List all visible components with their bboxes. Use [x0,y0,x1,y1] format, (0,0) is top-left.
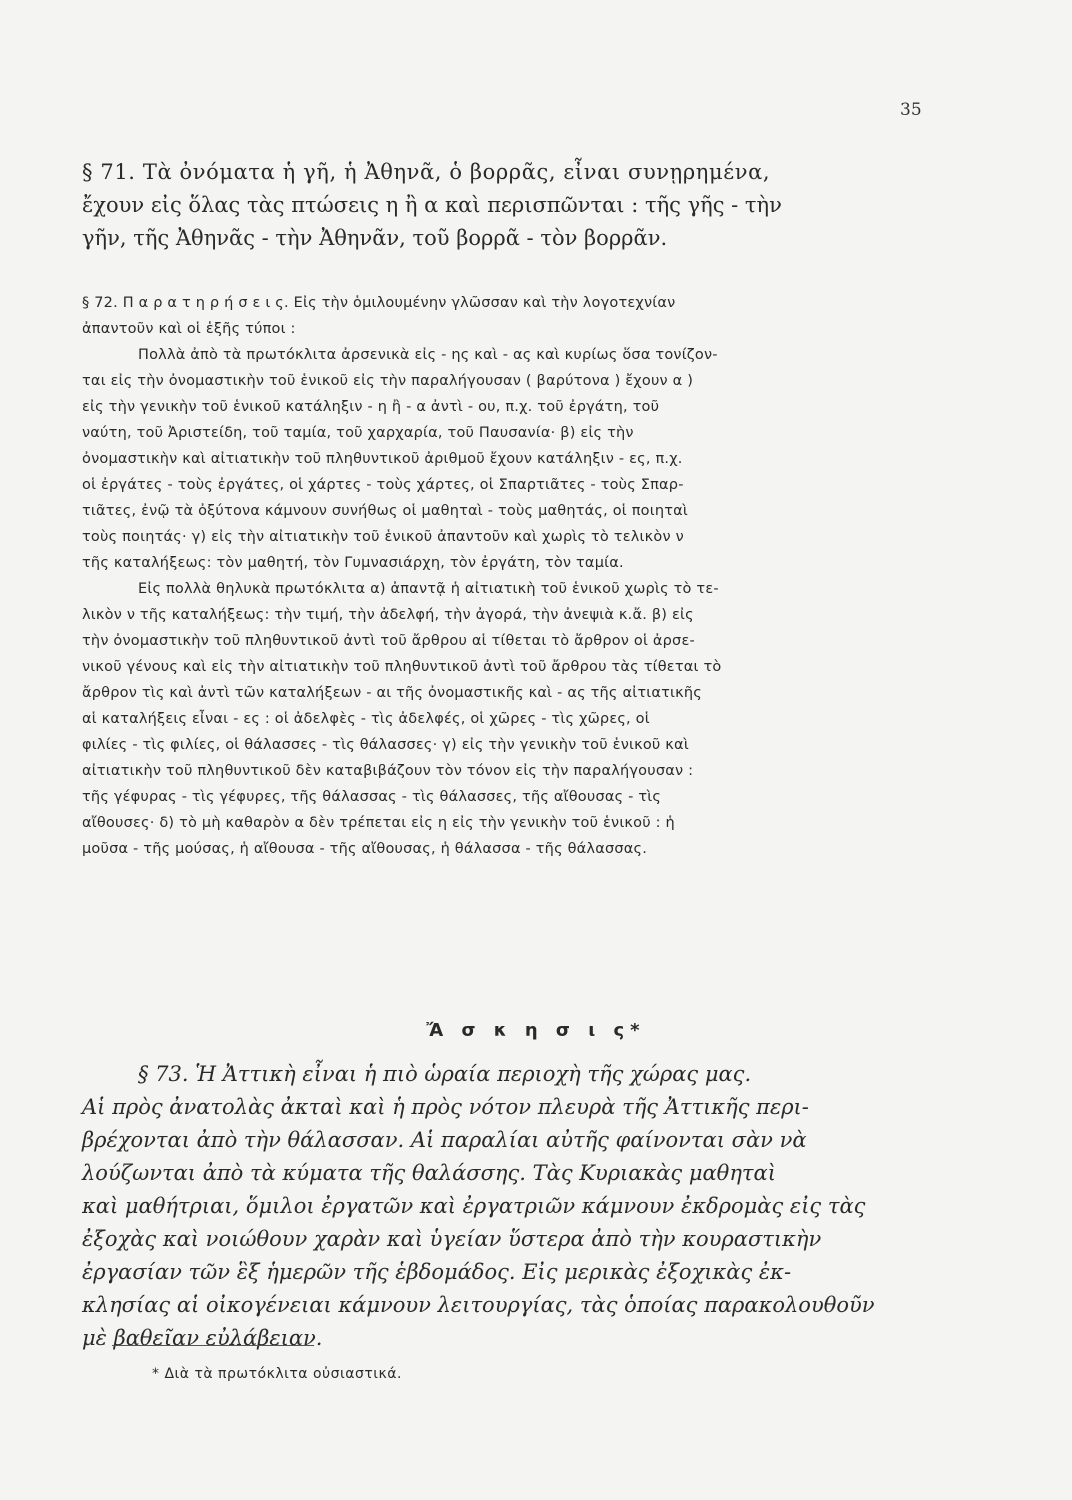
text-line: ἐξοχὰς καὶ νοιώθουν χαρὰν καὶ ὑγείαν ὕστερα ἀπὸ τὴν κουραστικὴν [82,1227,822,1251]
text-line: τὴν ὀνομαστικὴν τοῦ πληθυντικοῦ ἀντὶ τοῦ ἄρθρου αἱ τίθεται τὸ ἄρθρον οἱ ἀρσε- [82,633,695,649]
footnote-divider [112,1345,314,1346]
text-line: ται εἰς τὴν ὀνομαστικὴν τοῦ ἑνικοῦ εἰς τὴν παραλήγουσαν ( βαρύτονα ) ἔχουν α ) [82,373,694,389]
section-73-paragraph [82,1058,922,1355]
text-line: τιᾶτες, ἐνῷ τὰ ὀξύτονα κάμνουν συνήθως οἱ μαθηταὶ - τοὺς μαθητάς, οἱ ποιηταὶ [82,503,689,519]
page-number: 35 [900,100,922,120]
text-line: ναύτη, τοῦ Ἀριστείδη, τοῦ ταμία, τοῦ χαρχαρία, τοῦ Παυσανία· β) εἰς τὴν [82,425,634,441]
text-line: φιλίες - τὶς φιλίες, οἱ θάλασσες - τὶς θάλασσες· γ) εἰς τὴν γενικὴν τοῦ ἑνικοῦ καὶ [82,737,689,753]
text-line: τοὺς ποιητάς· γ) εἰς τὴν αἰτιατικὴν τοῦ ἑνικοῦ ἀπαντοῦν καὶ χωρὶς τὸ τελικὸν ν [82,529,684,545]
text-line: αἰτιατικὴν τοῦ πληθυντικοῦ δὲν καταβιβάζουν τὸν τόνον εἰς τὴν παραλήγουσαν : [82,763,694,779]
text-line: εἰς τὴν γενικὴν τοῦ ἑνικοῦ κατάληξιν - η ἢ - α ἀντὶ - ου, π.χ. τοῦ ἐργάτη, τοῦ [82,399,660,415]
text-line: § 72. Π α ρ α τ η ρ ή σ ε ι ς. Εἰς τὴν ὁμιλουμένην γλῶσσαν καὶ τὴν λογοτεχνίαν [82,295,676,311]
text-line: τῆς καταλήξεως: τὸν μαθητή, τὸν Γυμνασιάρχη, τὸν ἐργάτη, τὸν ταμία. [82,555,624,571]
text-line: κλησίας αἱ οἰκογένειαι κάμνουν λειτουργίας, τὰς ὁποίας παρακολουθοῦν [82,1293,875,1317]
text-line: § 73. Ἡ Ἀττικὴ εἶναι ἡ πιὸ ὡραία περιοχὴ τῆς χώρας μας. [138,1062,752,1086]
text-line: αἱ καταλήξεις εἶναι - ες : οἱ ἀδελφὲς - τὶς ἀδελφές, οἱ χῶρες - τὶς χῶρες, οἱ [82,711,650,727]
text-line: καὶ μαθήτριαι, ὅμιλοι ἐργατῶν καὶ ἐργατριῶν κάμνουν ἐκδρομὰς εἰς τὰς [82,1194,866,1218]
exercise-heading: Ἄ σ κ η σ ι ς* [426,1020,646,1041]
text-line: ἔχουν εἰς ὅλας τὰς πτώσεις η ἢ α καὶ περισπῶνται : τῆς γῆς - τὴν [82,193,782,217]
text-line: λικὸν ν τῆς καταλήξεως: τὴν τιμή, τὴν ἀδελφή, τὴν ἀγορά, τὴν ἀνεψιὰ κ.ἄ. β) εἰς [82,607,694,623]
text-line: ἀπαντοῦν καὶ οἱ ἑξῆς τύποι : [82,321,296,337]
footnote: * Διὰ τὰ πρωτόκλιτα οὐσιαστικά. [152,1366,402,1382]
text-line: αἴθουσες· δ) τὸ μὴ καθαρὸν α δὲν τρέπεται εἰς η εἰς τὴν γενικὴν τοῦ ἑνικοῦ : ἡ [82,815,675,831]
text-line: Αἱ πρὸς ἀνατολὰς ἀκταὶ καὶ ἡ πρὸς νότον πλευρὰ τῆς Ἀττικῆς περι- [82,1095,809,1119]
text-line: νικοῦ γένους καὶ εἰς τὴν αἰτιατικὴν τοῦ πληθυντικοῦ ἀντὶ τοῦ ἄρθρου τὰς τίθεται τὸ [82,659,722,675]
section-71-paragraph [82,156,922,255]
text-line: Εἰς πολλὰ θηλυκὰ πρωτόκλιτα α) ἀπαντᾷ ἡ αἰτιατικὴ τοῦ ἑνικοῦ χωρὶς τὸ τε- [138,581,719,597]
text-line: ὀνομαστικὴν καὶ αἰτιατικὴν τοῦ πληθυντικοῦ ἀριθμοῦ ἔχουν κατάληξιν - ες, π.χ. [82,451,683,467]
text-line: Πολλὰ ἀπὸ τὰ πρωτόκλιτα ἀρσενικὰ εἰς - ης καὶ - ας καὶ κυρίως ὅσα τονίζον- [138,347,718,363]
text-line: § 71. Τὰ ὀνόματα ἡ γῆ, ἡ Ἀθηνᾶ, ὁ βορρᾶς, εἶναι συνῃρημένα, [82,160,771,184]
text-line: μοῦσα - τῆς μούσας, ἡ αἴθουσα - τῆς αἴθουσας, ἡ θάλασσα - τῆς θάλασσας. [82,841,648,857]
section-72-paragraph [82,290,922,862]
text-line: βρέχονται ἀπὸ τὴν θάλασσαν. Αἱ παραλίαι αὐτῆς φαίνονται σὰν νὰ [82,1128,807,1152]
text-line: γῆν, τῆς Ἀθηνᾶς - τὴν Ἀθηνᾶν, τοῦ βορρᾶ - τὸν βορρᾶν. [82,226,668,250]
text-line: ἐργασίαν τῶν ἓξ ἡμερῶν τῆς ἑβδομάδος. Εἰς μερικὰς ἐξοχικὰς ἐκ- [82,1260,792,1284]
text-line: λούζωνται ἀπὸ τὰ κύματα τῆς θαλάσσης. Τὰς Κυριακὰς μαθηταὶ [82,1161,776,1185]
text-line: τῆς γέφυρας - τὶς γέφυρες, τῆς θάλασσας - τὶς θάλασσες, τῆς αἴθουσας - τὶς [82,789,662,805]
text-line: ἄρθρον τὶς καὶ ἀντὶ τῶν καταλήξεων - αι τῆς ὀνομαστικῆς καὶ - ας τῆς αἰτιατικῆς [82,685,702,701]
text-line: μὲ βαθεῖαν εὐλάβειαν. [82,1326,323,1350]
text-line: οἱ ἐργάτες - τοὺς ἐργάτες, οἱ χάρτες - τοὺς χάρτες, οἱ Σπαρτιᾶτες - τοὺς Σπαρ- [82,477,684,493]
